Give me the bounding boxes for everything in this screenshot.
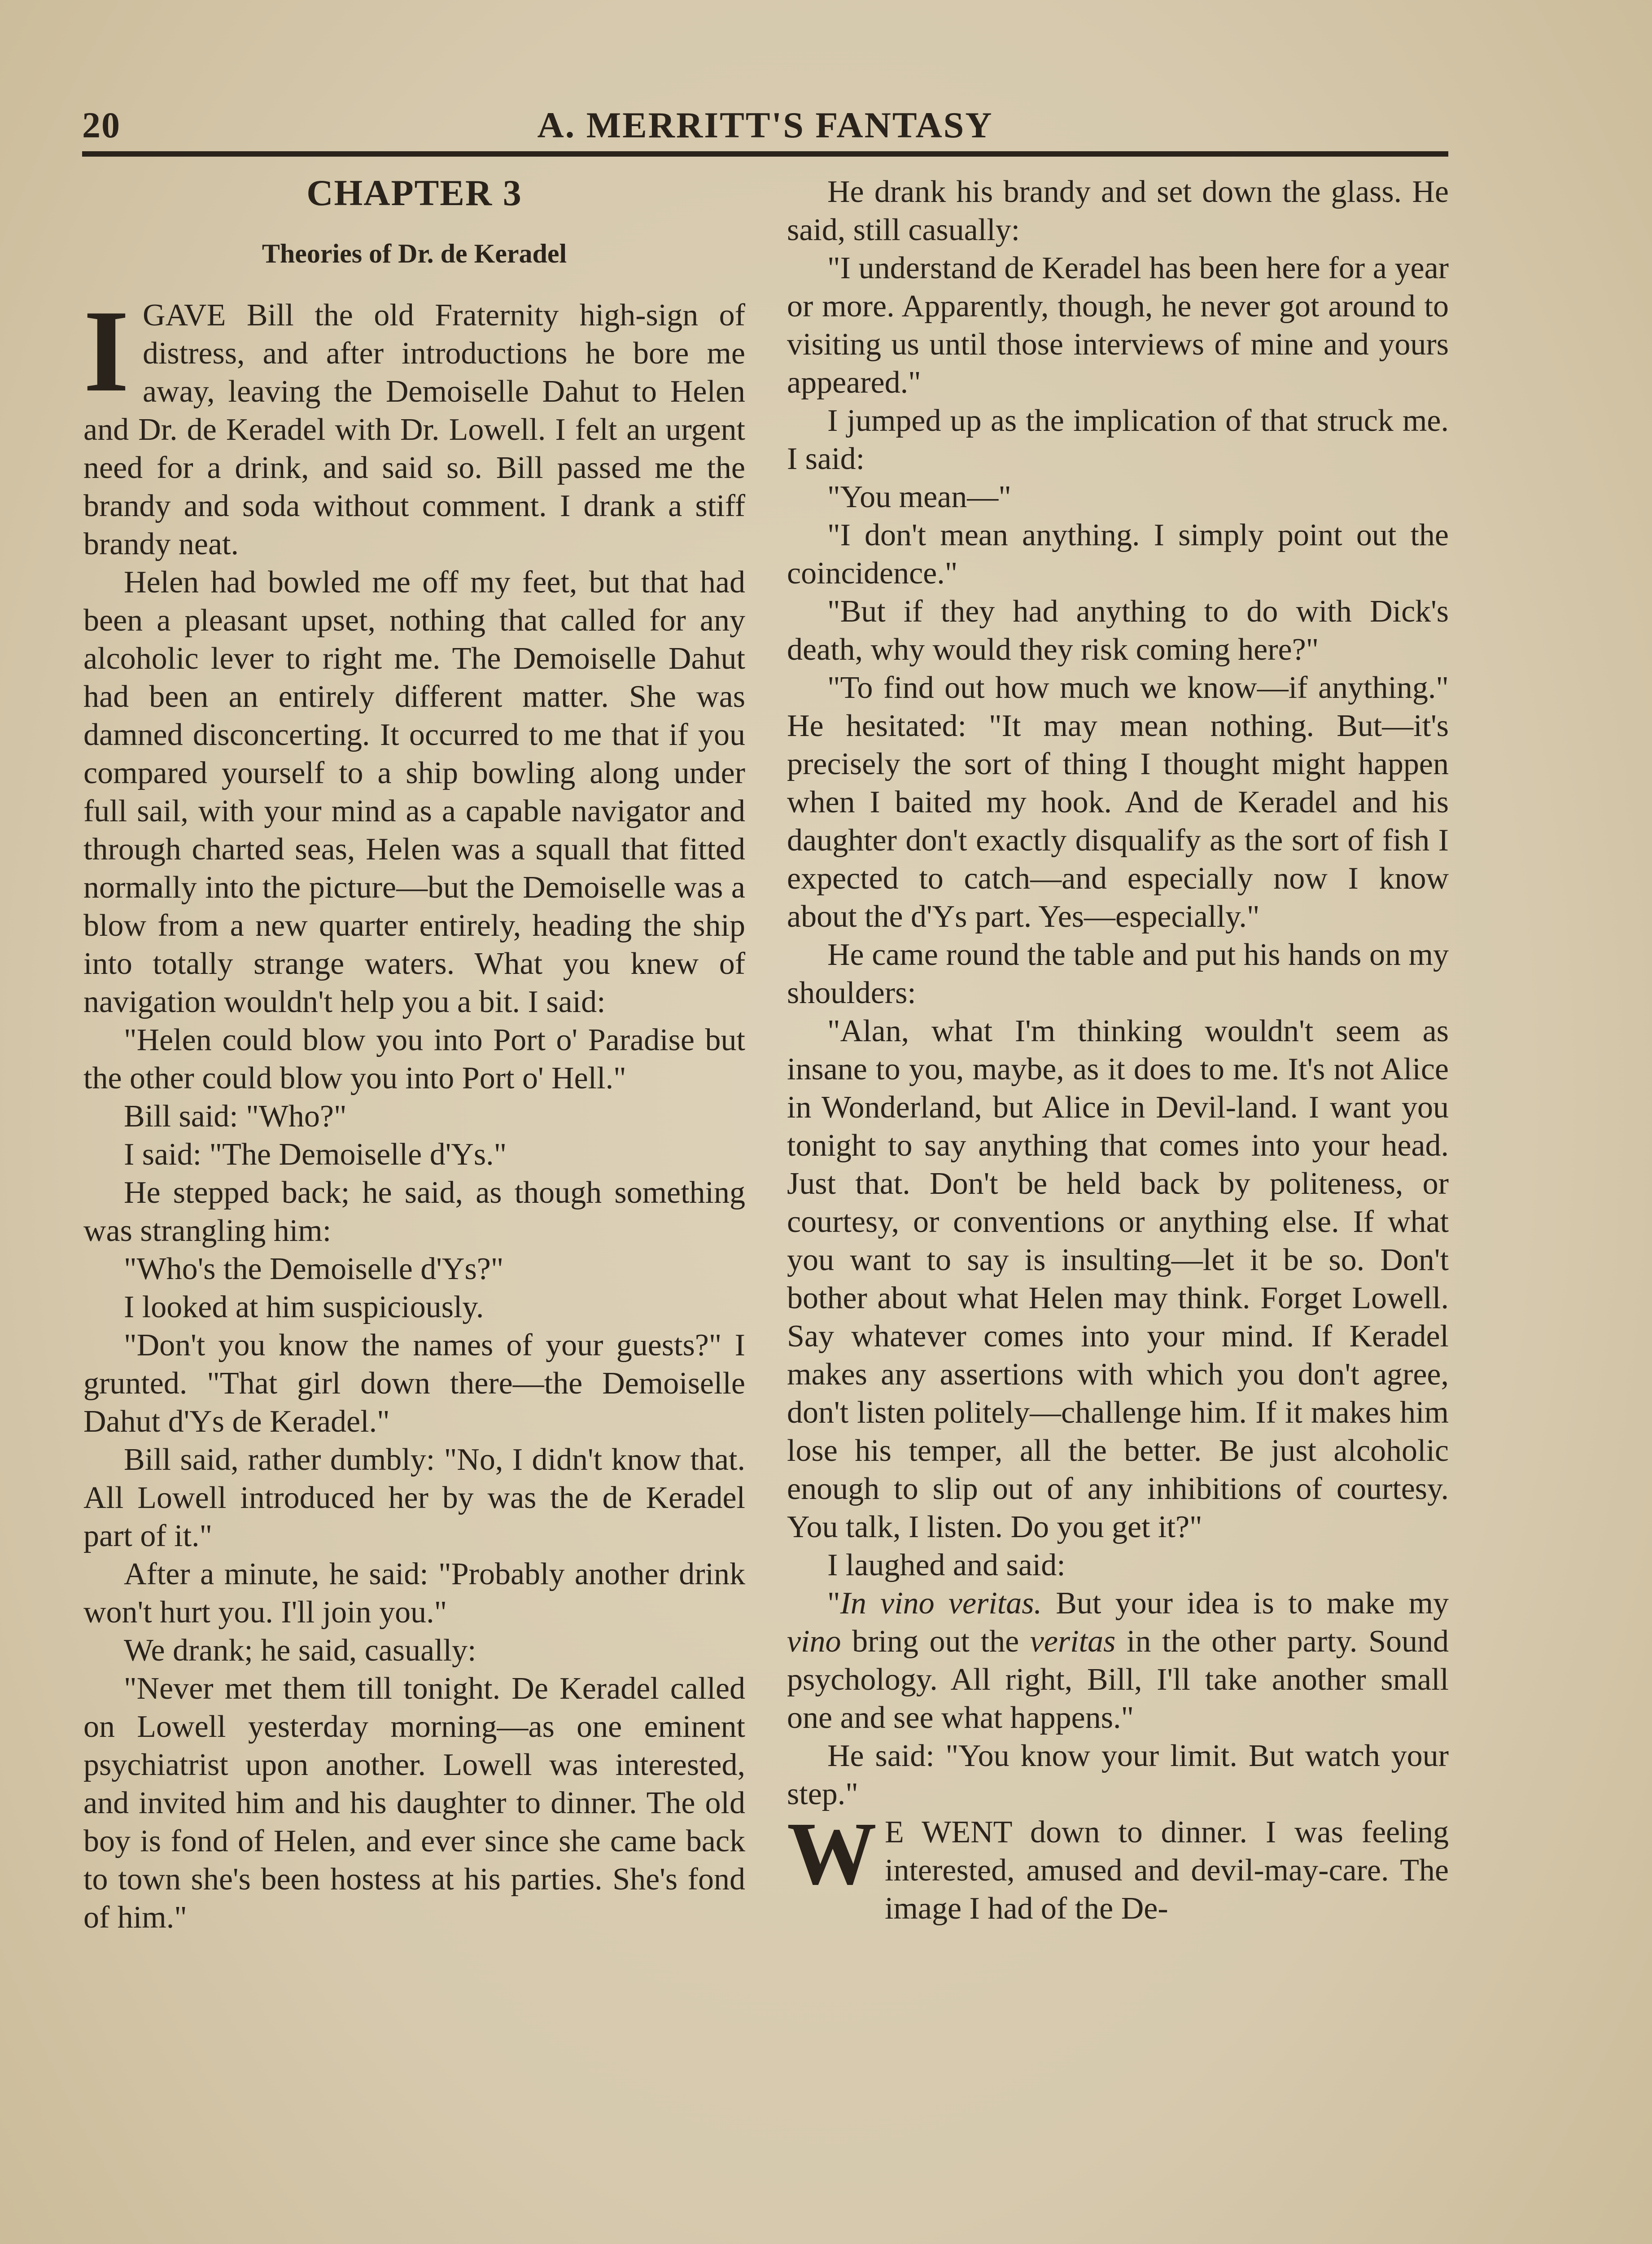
paragraph: "Don't you know the names of your guests?" I grunted. "That girl down there—the Demoiselle Dahut d'Ys de Keradel.": [83, 1328, 745, 1439]
paragraph: "To find out how much we know—if anything." He hesitated: "It may mean nothing. But—it's precisely the sort of thing I thought might happen when I baited my hook. And de Keradel and his daughter don't exactly disqualify as the sort of fish I expected to catch—and especially now I know about the d'Ys part. Yes—especially.": [787, 671, 1449, 934]
paragraph: I looked at him suspiciously.: [124, 1290, 484, 1324]
drop-cap: W: [787, 1804, 877, 1903]
paragraph: "Who's the Demoiselle d'Ys?": [124, 1252, 504, 1286]
text-run: But your idea is to make my: [1041, 1586, 1449, 1621]
paragraph: I said: "The Demoiselle d'Ys.": [124, 1137, 507, 1172]
paragraph: [787, 1804, 1449, 1928]
paragraph: Bill said: "Who?": [124, 1099, 347, 1134]
paragraph: He said: "You know your limit. But watch your step.": [787, 1739, 1449, 1811]
paragraph: Bill said, rather dumbly: "No, I didn't know that. All Lowell introduced her by was the de Keradel part of it.": [83, 1442, 745, 1553]
paragraph: "Never met them till tonight. De Keradel called on Lowell yesterday morning—as one eminent psychiatrist upon another. Lowell was interested, and invited him and his daughter to dinner. The old boy is fond of Helen, and ever since she came back to town she's been hostess at his parties. She's fond of him.": [83, 1671, 745, 1935]
right-column: [787, 173, 1449, 1928]
paragraph: [787, 1584, 1449, 1737]
chapter-subtitle: Theories of Dr. de Keradel: [262, 239, 567, 268]
chapter-title: CHAPTER 3: [306, 172, 522, 213]
left-column: [83, 173, 745, 1937]
paragraph: He stepped back; he said, as though something was strangling him:: [83, 1175, 745, 1248]
paragraph: "I don't mean anything. I simply point out the coincidence.": [787, 518, 1449, 591]
paragraph: "Alan, what I'm thinking wouldn't seem as insane to you, maybe, as it does to me. It's not Alice in Wonderland, but Alice in Devil-land. I want you tonight to say anything that comes into your head. Just that. Don't be held back by politeness, or courtesy, or conventions or anything else. If what you want to say is insulting—let it be so. Don't bother about what Helen may think. Forget Lowell. Say whatever comes into your mind. If Keradel makes any assertions with which you don't agree, don't listen politely—challenge him. If it makes him lose his temper, all the better. Be just alcoholic enough to slip out of any inhibitions of courtesy. You talk, I listen. Do you get it?": [787, 1014, 1449, 1544]
paragraph: "You mean—": [827, 480, 1011, 514]
paragraph: "I understand de Keradel has been here for a year or more. Apparently, though, he never got around to visiting us until those interviews of mine and yours appeared.": [787, 251, 1449, 400]
italic-text: vino: [787, 1624, 841, 1659]
paragraph: He came round the table and put his hands on my shoulders:: [787, 938, 1449, 1010]
paragraph-text: E WENT down to dinner. I was feeling interested, amused and devil-may-care. The image I had of the De-: [885, 1815, 1449, 1926]
paragraph: [83, 286, 745, 563]
paragraph-text: GAVE Bill the old Fraternity high-sign of distress, and after introductions he bore me away, leaving the Demoiselle Dahut to Helen and Dr. de Keradel with Dr. Lowell. I felt an urgent need for a drink, and said so. Bill passed me the brandy and soda without comment. I drank a stiff brandy neat.: [83, 298, 745, 561]
text-run: ": [827, 1586, 840, 1621]
page-number: 20: [82, 105, 121, 145]
text-run: in the other party. Sound psychology. All right, Bill, I'll take another small one and see what happens.": [787, 1624, 1449, 1735]
paragraph: After a minute, he said: "Probably another drink won't hurt you. I'll join you.": [83, 1557, 745, 1630]
paragraph: I laughed and said:: [827, 1548, 1066, 1582]
italic-text: In vino veritas.: [840, 1586, 1042, 1621]
running-head: A. MERRITT'S FANTASY: [537, 105, 993, 145]
paragraph: "Helen could blow you into Port o' Paradise but the other could blow you into Port o' Hell.": [83, 1023, 745, 1096]
paragraph: We drank; he said, casually:: [124, 1633, 476, 1668]
paragraph: Helen had bowled me off my feet, but that had been a pleasant upset, nothing that called for any alcoholic lever to right me. The Demoiselle Dahut had been an entirely different matter. She was damned disconcerting. It occurred to me that if you compared yourself to a ship bowling along under full sail, with your mind as a capable navigator and through charted seas, Helen was a squall that fitted normally into the picture—but the Demoiselle was a blow from a new quarter entirely, heading the ship into totally strange waters. What you knew of navigation wouldn't help you a bit. I said:: [83, 565, 745, 1019]
paragraph: He drank his brandy and set down the glass. He said, still casually:: [787, 175, 1449, 247]
page-header: [82, 100, 1448, 157]
paragraph: "But if they had anything to do with Dick's death, why would they risk coming here?": [787, 594, 1449, 667]
text-run: bring out the: [841, 1624, 1030, 1659]
italic-text: veritas: [1030, 1624, 1116, 1659]
drop-cap: I: [83, 286, 129, 416]
paragraph: I jumped up as the implication of that struck me. I said:: [787, 403, 1449, 476]
